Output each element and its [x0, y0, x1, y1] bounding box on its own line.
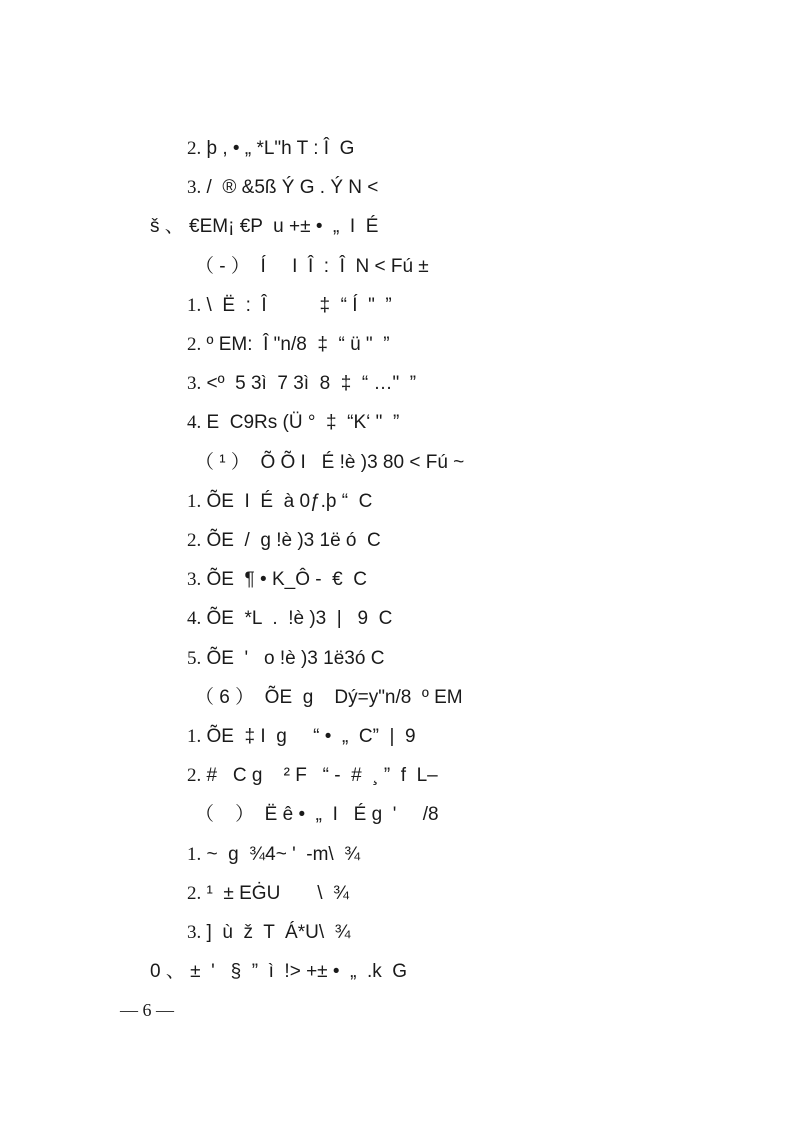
list-number: 1.	[187, 843, 202, 865]
list-number: 3.	[187, 373, 202, 395]
text-line	[187, 490, 372, 514]
line-text: E C9Rs (Ü ° ‡ “K‘ " ”	[201, 412, 400, 434]
list-number: 2.	[187, 882, 202, 904]
list-number: 2.	[187, 334, 202, 355]
list-number: 3.	[187, 177, 202, 199]
line-text: ÕE *L . !è )3 | 9 C	[201, 608, 393, 630]
line-text: ~ g ¾4~ ' -m\ ¾	[201, 843, 361, 865]
line-text: ÕE / g !è )3 1ë ó C	[201, 530, 381, 551]
line-text: / ® &5ß Ý G . Ý N <	[201, 177, 379, 199]
line-text: # C g ² F “ - # ¸ ” f L–	[201, 765, 438, 787]
text-line	[150, 960, 407, 984]
text-line	[187, 843, 360, 867]
line-text: ÕE I É à 0ƒ.þ “ C	[201, 490, 373, 512]
line-text: <º 5 3ì 7 3ì 8 ‡ “ …" ”	[201, 373, 417, 395]
text-line	[195, 255, 429, 279]
list-number: 4.	[187, 412, 202, 434]
line-text: （ - ） Í I Î : Î N < Fú ±	[195, 255, 429, 277]
list-number: 4.	[187, 608, 202, 630]
list-number: 3.	[187, 569, 202, 591]
text-line	[187, 372, 416, 396]
text-line	[187, 294, 392, 318]
list-number: 1.	[187, 294, 202, 316]
line-text: ] ù ž T Á*U\ ¾	[201, 922, 351, 943]
list-number: 1.	[187, 490, 202, 512]
line-text: 0 、 ± ' § ” ì !> +± • „ .k G	[150, 961, 408, 983]
text-line	[187, 333, 390, 357]
line-text: \ Ë : Î ‡ “ Í " ”	[201, 294, 392, 316]
page-number-footer: — 6 —	[120, 1000, 174, 1020]
text-line	[195, 686, 463, 710]
line-text: þ , • „ *L"h T : Î G	[201, 138, 355, 159]
list-number: 2.	[187, 530, 202, 551]
text-line	[195, 451, 464, 475]
text-line	[187, 921, 351, 945]
line-text: ¹ ± EĠU \ ¾	[201, 882, 349, 904]
text-line	[187, 568, 367, 592]
text-line	[187, 647, 384, 671]
text-line	[150, 215, 378, 239]
list-number: 3.	[187, 922, 202, 943]
line-text: （ 6 ） ÕE g Dý=y"n/8 º EM	[195, 686, 463, 708]
list-number: 1.	[187, 726, 202, 747]
text-line	[187, 411, 399, 435]
text-line	[187, 725, 416, 749]
text-line	[187, 529, 381, 553]
list-number: 2.	[187, 138, 202, 159]
text-line	[187, 764, 438, 788]
list-number: 5.	[187, 647, 202, 669]
text-line	[187, 176, 378, 200]
text-line	[187, 137, 354, 161]
text-line	[195, 803, 439, 827]
line-text: º EM: Î "n/8 ‡ “ ü " ”	[201, 334, 390, 355]
line-text: ÕE ' o !è )3 1ë3ó C	[201, 647, 385, 669]
line-text: š 、 €EM¡ €P u +± • „ I É	[150, 216, 379, 238]
line-text: （ ¹ ） Õ Õ I É !è )3 80 < Fú ~	[195, 451, 465, 473]
list-number: 2.	[187, 765, 202, 787]
line-text: ÕE ¶ • K_Ô - € C	[201, 569, 367, 591]
text-line	[187, 882, 349, 906]
line-text: （ ） Ë ê • „ I É g ' /8	[195, 804, 439, 826]
line-text: ÕE ‡ I g “ • „ C” | 9	[201, 726, 416, 747]
text-line	[187, 607, 392, 631]
